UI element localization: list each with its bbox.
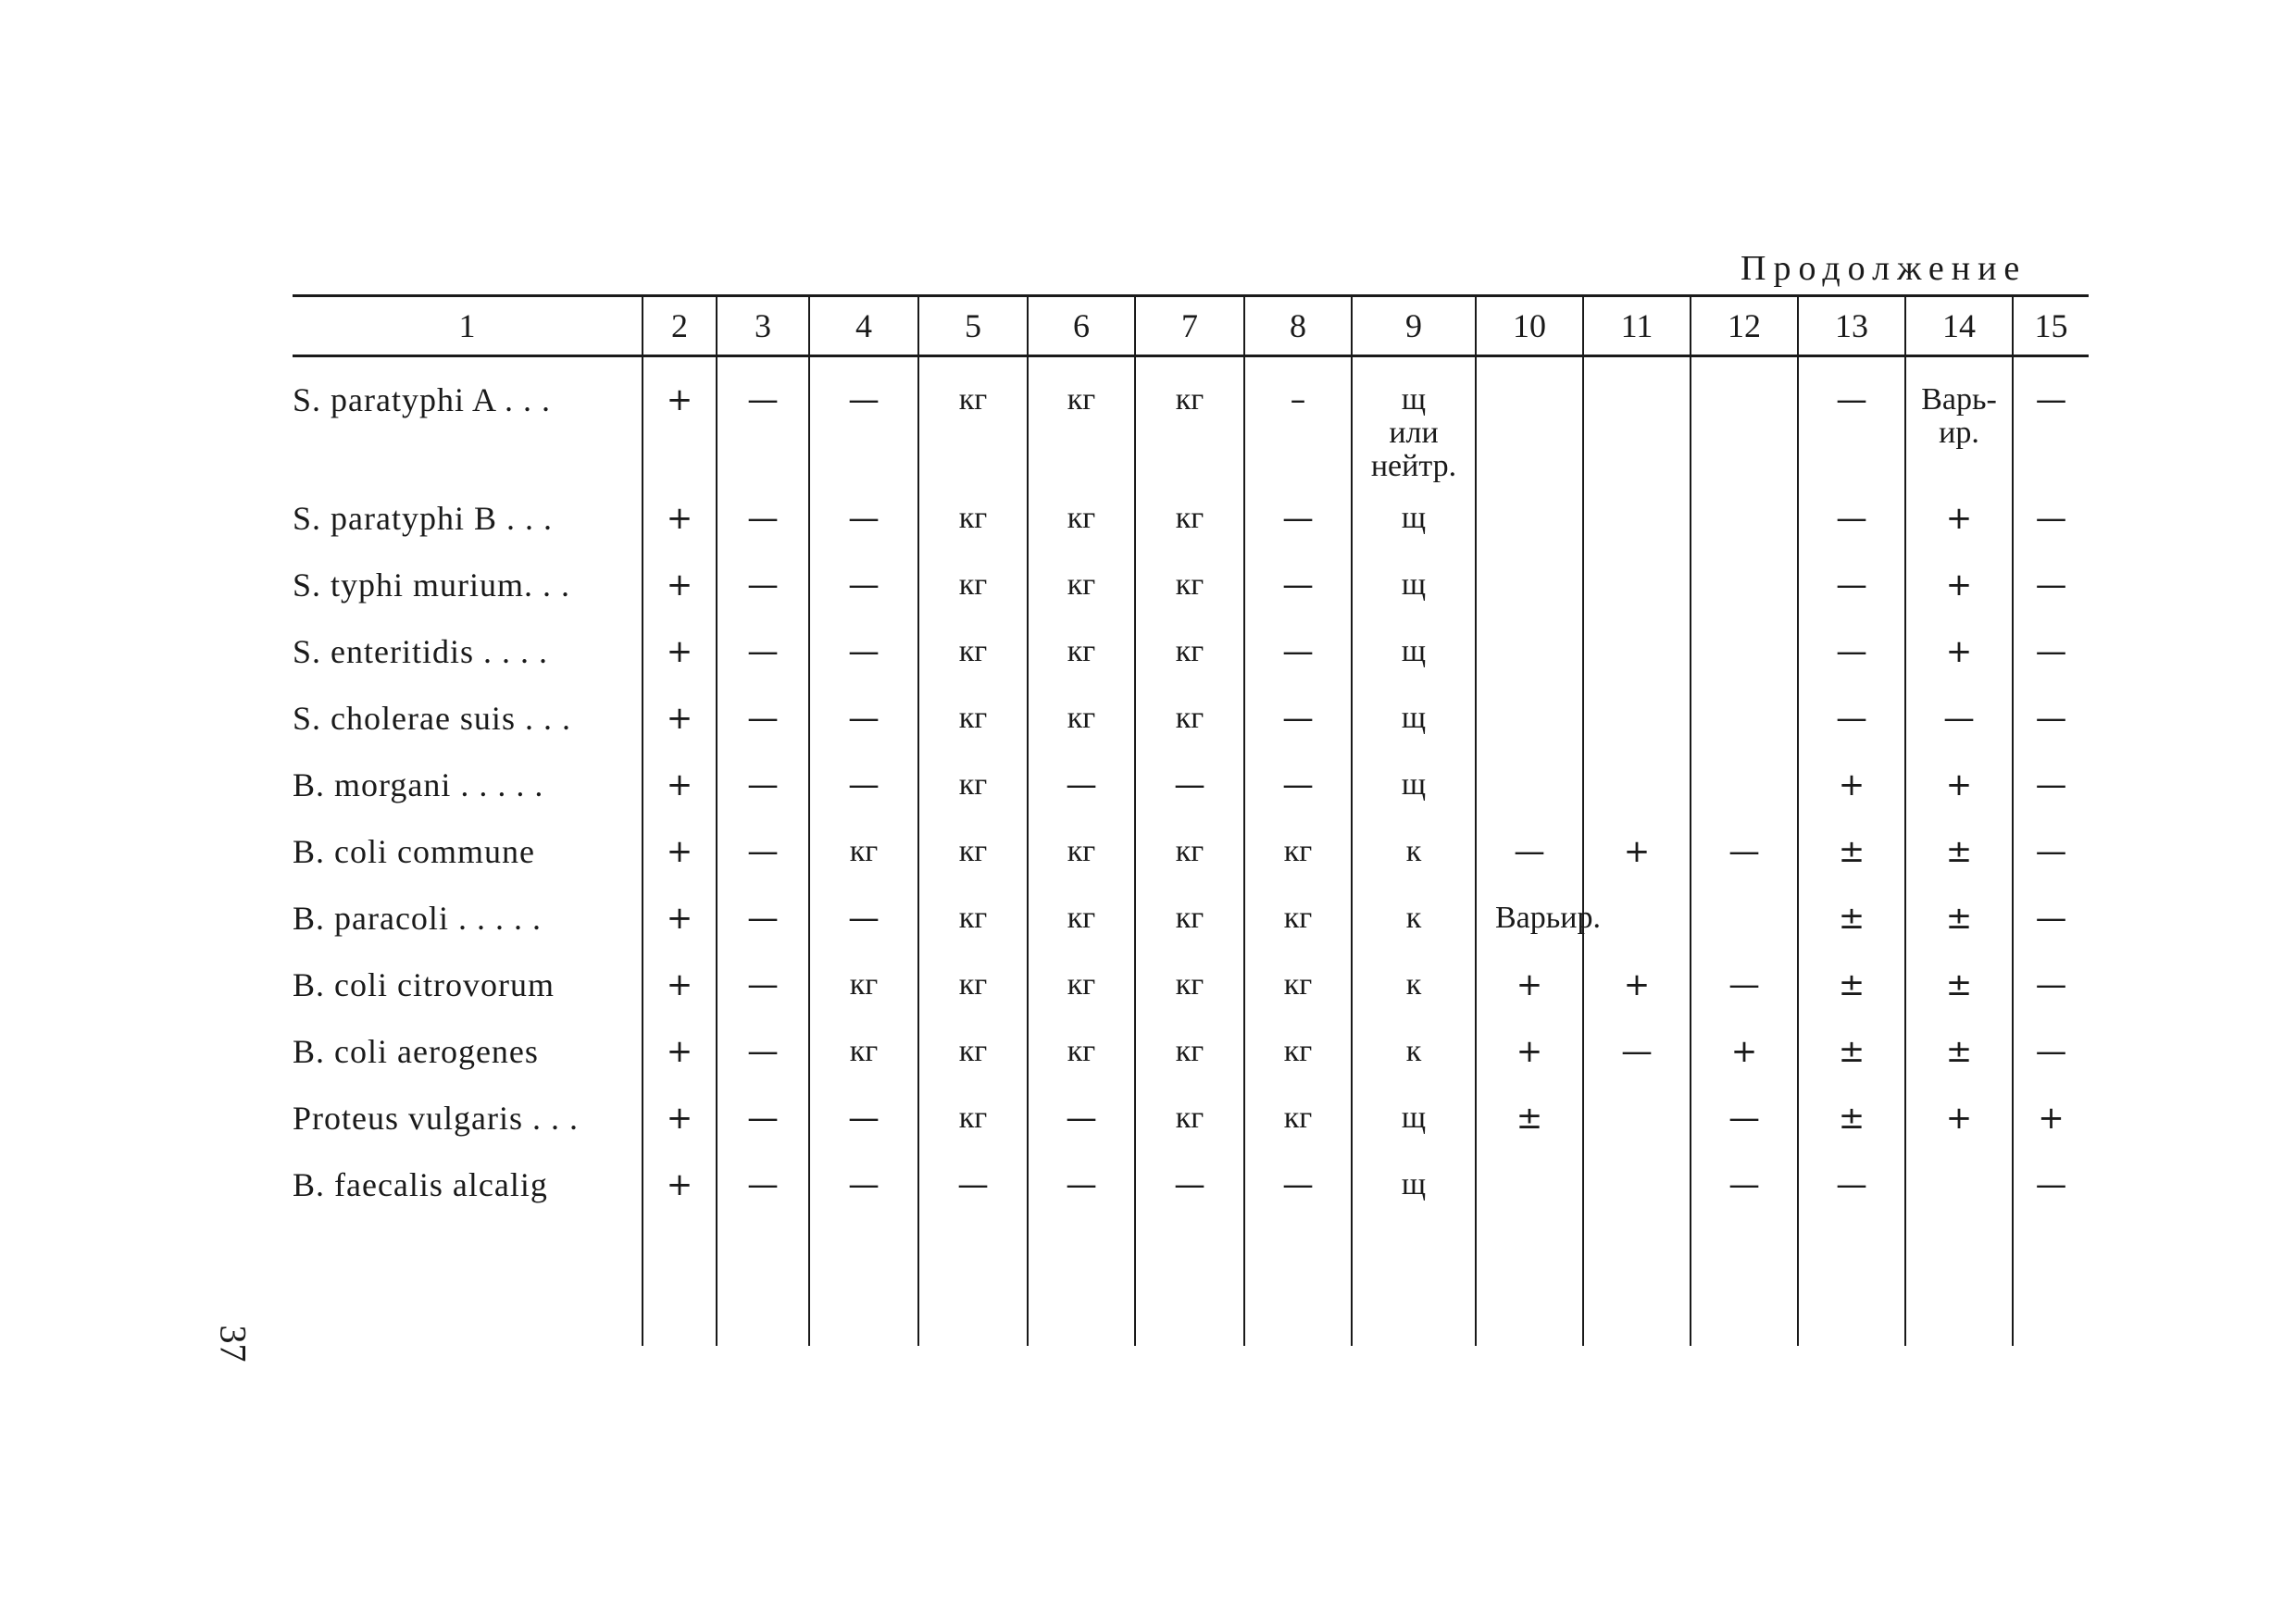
column-header-7: 7 <box>1135 296 1244 356</box>
column-header-4: 4 <box>809 296 918 356</box>
cell-c7: — <box>1135 1159 1244 1226</box>
cell-c15: — <box>2013 826 2089 892</box>
cell-c12 <box>1691 892 1798 959</box>
table-header-row <box>293 296 2089 356</box>
cell-c11 <box>1583 356 1691 493</box>
cell-c14: ± <box>1905 826 2013 892</box>
cell-c7: кг <box>1135 826 1244 892</box>
filler-cell <box>1352 1226 1476 1346</box>
cell-c15: — <box>2013 356 2089 493</box>
cell-c10: ± <box>1476 1092 1583 1159</box>
cell-c6: кг <box>1028 1026 1135 1092</box>
cell-c3: — <box>717 1092 809 1159</box>
table-row <box>293 826 2089 892</box>
cell-c5: кг <box>918 1092 1028 1159</box>
cell-c12 <box>1691 356 1798 493</box>
cell-c13: ± <box>1798 1092 1905 1159</box>
cell-c10 <box>1476 492 1583 559</box>
organism-name: B. coli commune <box>293 833 535 870</box>
cell-c5: кг <box>918 959 1028 1026</box>
cell-c15: — <box>2013 692 2089 759</box>
cell-c9: к <box>1352 892 1476 959</box>
cell-c9: к <box>1352 959 1476 1026</box>
cell-c11 <box>1583 1092 1691 1159</box>
cell-c15: + <box>2013 1092 2089 1159</box>
cell-c2: + <box>643 356 717 493</box>
cell-c11 <box>1583 692 1691 759</box>
column-header-12: 12 <box>1691 296 1798 356</box>
cell-c4: кг <box>809 1026 918 1092</box>
cell-c5: кг <box>918 759 1028 826</box>
cell-c4: — <box>809 892 918 959</box>
filler-cell <box>717 1226 809 1346</box>
cell-c6: — <box>1028 1159 1135 1226</box>
cell-c2: + <box>643 1159 717 1226</box>
organism-name: B. morgani . . . . . <box>293 766 544 803</box>
cell-c12: — <box>1691 959 1798 1026</box>
cell-c7: кг <box>1135 892 1244 959</box>
cell-c4: — <box>809 759 918 826</box>
cell-c10 <box>1476 626 1583 692</box>
cell-c12: — <box>1691 826 1798 892</box>
organism-name: B. coli aerogenes <box>293 1033 539 1070</box>
cell-c7: кг <box>1135 959 1244 1026</box>
cell-c2: + <box>643 759 717 826</box>
column-header-5: 5 <box>918 296 1028 356</box>
cell-c10 <box>1476 1159 1583 1226</box>
page-number: 37 <box>212 1325 255 1363</box>
organism-name: S. paratyphi A . . . <box>293 381 551 418</box>
organism-name: Proteus vulgaris . . . <box>293 1100 579 1137</box>
cell-c9: щ <box>1352 692 1476 759</box>
cell-c3: — <box>717 1159 809 1226</box>
cell-c8: кг <box>1244 826 1352 892</box>
cell-c13: + <box>1798 759 1905 826</box>
column-header-1: 1 <box>293 296 643 356</box>
cell-c14: ± <box>1905 892 2013 959</box>
cell-c2: + <box>643 1092 717 1159</box>
cell-c6: кг <box>1028 892 1135 959</box>
cell-c15: — <box>2013 959 2089 1026</box>
cell-c6: кг <box>1028 692 1135 759</box>
cell-c13: — <box>1798 626 1905 692</box>
cell-c3: — <box>717 356 809 493</box>
cell-c2: + <box>643 492 717 559</box>
cell-c10 <box>1476 692 1583 759</box>
table-row <box>293 692 2089 759</box>
cell-c11 <box>1583 1159 1691 1226</box>
cell-c11: + <box>1583 826 1691 892</box>
cell-c3: — <box>717 892 809 959</box>
cell-c5: кг <box>918 626 1028 692</box>
cell-c6: кг <box>1028 959 1135 1026</box>
cell-c8: — <box>1244 759 1352 826</box>
filler-cell <box>918 1226 1028 1346</box>
filler-cell <box>1798 1226 1905 1346</box>
cell-c11 <box>1583 559 1691 626</box>
cell-c7: — <box>1135 759 1244 826</box>
column-header-2: 2 <box>643 296 717 356</box>
cell-c2: + <box>643 892 717 959</box>
cell-c12 <box>1691 692 1798 759</box>
cell-c11: — <box>1583 1026 1691 1092</box>
cell-c4: — <box>809 492 918 559</box>
cell-c8: кг <box>1244 1092 1352 1159</box>
organism-name: S. enteritidis . . . . <box>293 633 548 670</box>
filler-cell <box>1583 1226 1691 1346</box>
table-row <box>293 492 2089 559</box>
cell-c15: — <box>2013 1026 2089 1092</box>
cell-c2: + <box>643 559 717 626</box>
cell-c6: кг <box>1028 356 1135 493</box>
cell-c12 <box>1691 759 1798 826</box>
cell-c5: кг <box>918 492 1028 559</box>
cell-c8: кг <box>1244 892 1352 959</box>
cell-c7: кг <box>1135 492 1244 559</box>
cell-c3: — <box>717 826 809 892</box>
cell-c14 <box>1905 1159 2013 1226</box>
cell-c8: — <box>1244 1159 1352 1226</box>
column-header-6: 6 <box>1028 296 1135 356</box>
cell-c14: — <box>1905 692 2013 759</box>
cell-c8: – <box>1244 356 1352 493</box>
cell-c13: ± <box>1798 1026 1905 1092</box>
cell-c6: — <box>1028 759 1135 826</box>
cell-c10 <box>1476 559 1583 626</box>
cell-c14: + <box>1905 759 2013 826</box>
cell-c3: — <box>717 492 809 559</box>
cell-c5: кг <box>918 559 1028 626</box>
cell-c12 <box>1691 559 1798 626</box>
bacteria-reaction-table <box>293 294 2089 1346</box>
cell-c13: — <box>1798 559 1905 626</box>
table-row <box>293 356 2089 493</box>
filler-cell <box>1905 1226 2013 1346</box>
cell-c9: к <box>1352 826 1476 892</box>
cell-c9: щ <box>1352 1092 1476 1159</box>
table-row <box>293 759 2089 826</box>
column-header-8: 8 <box>1244 296 1352 356</box>
cell-c4: — <box>809 692 918 759</box>
cell-c7: кг <box>1135 356 1244 493</box>
table-row <box>293 626 2089 692</box>
cell-c9: щ <box>1352 492 1476 559</box>
table-body <box>293 356 2089 1347</box>
organism-name: B. faecalis alcalig <box>293 1166 548 1203</box>
filler-cell <box>643 1226 717 1346</box>
organism-name: S. paratyphi B . . . <box>293 500 553 537</box>
cell-c6: — <box>1028 1092 1135 1159</box>
cell-c6: кг <box>1028 492 1135 559</box>
cell-c11 <box>1583 492 1691 559</box>
cell-c14: + <box>1905 626 2013 692</box>
cell-c9: щ <box>1352 559 1476 626</box>
cell-c14: + <box>1905 492 2013 559</box>
cell-c15: — <box>2013 492 2089 559</box>
cell-c8: кг <box>1244 959 1352 1026</box>
cell-c13: — <box>1798 356 1905 493</box>
cell-c4: — <box>809 1159 918 1226</box>
table-row <box>293 1026 2089 1092</box>
cell-c5: — <box>918 1159 1028 1226</box>
cell-c5: кг <box>918 692 1028 759</box>
cell-c2: + <box>643 692 717 759</box>
cell-c9: щ или нейтр. <box>1352 356 1476 493</box>
cell-c5: кг <box>918 892 1028 959</box>
organism-name: S. typhi murium. . . <box>293 566 571 604</box>
organism-name: B. coli citrovorum <box>293 966 555 1003</box>
table-row <box>293 892 2089 959</box>
cell-c13: ± <box>1798 826 1905 892</box>
cell-c2: + <box>643 626 717 692</box>
filler-cell <box>1028 1226 1135 1346</box>
cell-c7: кг <box>1135 626 1244 692</box>
cell-c14: + <box>1905 1092 2013 1159</box>
cell-c14: Варь- ир. <box>1905 356 2013 493</box>
cell-c3: — <box>717 1026 809 1092</box>
cell-c15: — <box>2013 626 2089 692</box>
cell-c12: + <box>1691 1026 1798 1092</box>
cell-c5: кг <box>918 826 1028 892</box>
column-header-10: 10 <box>1476 296 1583 356</box>
cell-c5: кг <box>918 356 1028 493</box>
cell-c8: — <box>1244 692 1352 759</box>
cell-c3: — <box>717 626 809 692</box>
cell-c8: — <box>1244 492 1352 559</box>
cell-c15: — <box>2013 892 2089 959</box>
column-header-14: 14 <box>1905 296 2013 356</box>
cell-c15: — <box>2013 759 2089 826</box>
cell-c3: — <box>717 692 809 759</box>
cell-c9: щ <box>1352 626 1476 692</box>
cell-c14: ± <box>1905 1026 2013 1092</box>
cell-c7: кг <box>1135 1092 1244 1159</box>
cell-c8: — <box>1244 559 1352 626</box>
filler-cell <box>1244 1226 1352 1346</box>
cell-c13: — <box>1798 692 1905 759</box>
cell-c11 <box>1583 759 1691 826</box>
organism-name: B. paracoli . . . . . <box>293 900 542 937</box>
column-header-11: 11 <box>1583 296 1691 356</box>
cell-c10 <box>1476 759 1583 826</box>
cell-c10: Варьир. <box>1476 892 1583 959</box>
cell-c10: + <box>1476 959 1583 1026</box>
cell-c4: — <box>809 356 918 493</box>
cell-c7: кг <box>1135 559 1244 626</box>
cell-c12 <box>1691 492 1798 559</box>
cell-c13: ± <box>1798 892 1905 959</box>
cell-c4: кг <box>809 826 918 892</box>
filler-cell <box>809 1226 918 1346</box>
cell-c4: — <box>809 1092 918 1159</box>
filler-cell <box>1135 1226 1244 1346</box>
cell-c15: — <box>2013 1159 2089 1226</box>
cell-c7: кг <box>1135 692 1244 759</box>
cell-c13: ± <box>1798 959 1905 1026</box>
cell-c2: + <box>643 826 717 892</box>
cell-c8: кг <box>1244 1026 1352 1092</box>
cell-c13: — <box>1798 1159 1905 1226</box>
table-row <box>293 1159 2089 1226</box>
cell-c7: кг <box>1135 1026 1244 1092</box>
table-row <box>293 559 2089 626</box>
cell-c9: щ <box>1352 1159 1476 1226</box>
cell-c6: кг <box>1028 826 1135 892</box>
table-row <box>293 1092 2089 1159</box>
column-header-13: 13 <box>1798 296 1905 356</box>
cell-c11: + <box>1583 959 1691 1026</box>
cell-c11 <box>1583 626 1691 692</box>
table-filler-row <box>293 1226 2089 1346</box>
organism-name: S. cholerae suis . . . <box>293 700 571 737</box>
cell-c6: кг <box>1028 559 1135 626</box>
cell-c12: — <box>1691 1159 1798 1226</box>
column-header-9: 9 <box>1352 296 1476 356</box>
cell-c10: + <box>1476 1026 1583 1092</box>
cell-c8: — <box>1244 626 1352 692</box>
filler-cell <box>293 1226 643 1346</box>
cell-c4: кг <box>809 959 918 1026</box>
cell-c9: к <box>1352 1026 1476 1092</box>
cell-c2: + <box>643 959 717 1026</box>
cell-c4: — <box>809 559 918 626</box>
cell-c10: — <box>1476 826 1583 892</box>
cell-c5: кг <box>918 1026 1028 1092</box>
cell-c14: ± <box>1905 959 2013 1026</box>
cell-c13: — <box>1798 492 1905 559</box>
cell-c6: кг <box>1028 626 1135 692</box>
continuation-label: Продолжение <box>1741 249 2028 288</box>
table-row <box>293 959 2089 1026</box>
column-header-15: 15 <box>2013 296 2089 356</box>
cell-c14: + <box>1905 559 2013 626</box>
cell-c3: — <box>717 759 809 826</box>
cell-c9: щ <box>1352 759 1476 826</box>
filler-cell <box>1691 1226 1798 1346</box>
cell-c3: — <box>717 959 809 1026</box>
filler-cell <box>2013 1226 2089 1346</box>
cell-c3: — <box>717 559 809 626</box>
cell-c10 <box>1476 356 1583 493</box>
cell-c12 <box>1691 626 1798 692</box>
column-header-3: 3 <box>717 296 809 356</box>
filler-cell <box>1476 1226 1583 1346</box>
cell-c12: — <box>1691 1092 1798 1159</box>
cell-c4: — <box>809 626 918 692</box>
cell-c15: — <box>2013 559 2089 626</box>
cell-c2: + <box>643 1026 717 1092</box>
